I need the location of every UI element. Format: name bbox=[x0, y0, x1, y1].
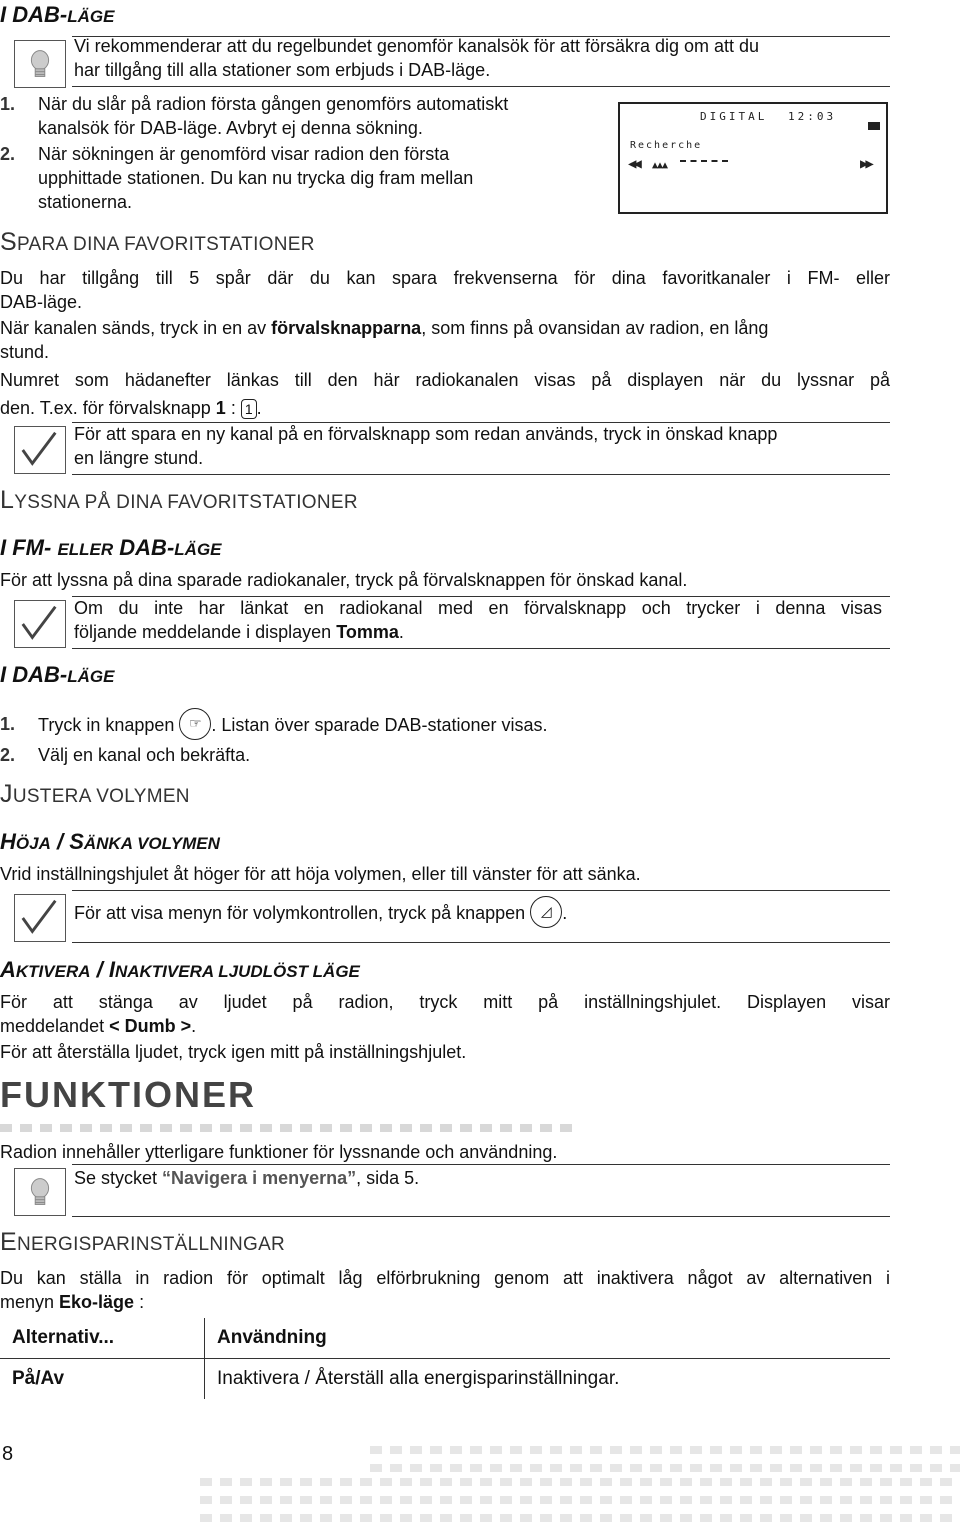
paragraph: den. T.ex. för förvalsknapp 1 : 1 . bbox=[0, 398, 262, 418]
subsection-heading-dab: I DAB-LÄGE bbox=[0, 662, 115, 687]
paragraph: DAB-läge. bbox=[0, 292, 83, 312]
section-heading-lyssna: LYSSNA PÅ DINA FAVORITSTATIONER bbox=[0, 486, 358, 514]
lightbulb-icon bbox=[14, 1168, 66, 1216]
step-number: 2. bbox=[0, 745, 16, 765]
paragraph: Numret som hädanefter länkas till den här radiokanalen visas på displayen när du lyssnar på bbox=[0, 370, 890, 390]
lightbulb-icon bbox=[14, 40, 66, 88]
checkmark-icon bbox=[14, 600, 66, 648]
page-number: 8 bbox=[2, 1443, 14, 1465]
step-number: 2. bbox=[0, 144, 16, 164]
section-heading-energi: ENERGISPARINSTÄLLNINGAR bbox=[0, 1228, 286, 1256]
divider bbox=[72, 1216, 890, 1217]
rewind-icon: ◀◀ bbox=[628, 156, 639, 172]
table-header-row bbox=[0, 1318, 890, 1359]
table-header-cell: Alternativ... bbox=[0, 1318, 205, 1359]
paragraph: meddelandet < Dumb >. bbox=[0, 1016, 197, 1036]
step-text: När sökningen är genomförd visar radion den första upphittade stationen. Du kan nu trycka dig fram mellan stationerna. bbox=[38, 144, 474, 212]
divider bbox=[72, 648, 890, 649]
preset-list-icon: ☞ bbox=[179, 708, 211, 740]
paragraph: För att stänga av ljudet på radion, tryck mitt på inställningshjulet. Displayen visar bbox=[0, 992, 890, 1012]
section-heading-dab: I DAB-LÄGE bbox=[0, 2, 115, 27]
table-cell: Inaktivera / Återställ alla energisparinställningar. bbox=[217, 1368, 620, 1389]
paragraph: Du har tillgång till 5 spår där du kan spara frekvenserna för dina favoritkanaler i FM- eller bbox=[0, 268, 890, 288]
table-cell: På/Av bbox=[0, 1359, 205, 1400]
table-header-cell: Användning bbox=[205, 1318, 891, 1359]
subsection-heading-aktivera: AKTIVERA / INAKTIVERA LJUDLÖST LÄGE bbox=[0, 957, 360, 982]
preset-key-icon: 1 bbox=[241, 399, 257, 419]
note-text: För att visa menyn för volymkontrollen, tryck på knappen ◿ . bbox=[74, 898, 567, 930]
divider bbox=[72, 474, 890, 475]
progress-dashes bbox=[680, 160, 728, 162]
tip-text: Vi rekommenderar att du regelbundet genomför kanalsök för att försäkra dig om att du har tillgång till alla stationer som erbjuds i DAB-läge. bbox=[74, 36, 760, 80]
section-heading-spara: SPARA DINA FAVORITSTATIONER bbox=[0, 228, 315, 256]
options-table bbox=[0, 1318, 890, 1399]
forward-icon: ▶▶ bbox=[860, 156, 871, 172]
display-status: Recherche bbox=[630, 140, 703, 151]
paragraph: För att lyssna på dina sparade radiokanaler, tryck på förvalsknappen för önskad kanal. bbox=[0, 570, 688, 590]
paragraph: Du kan ställa in radion för optimalt låg elförbrukning genom att inaktivera något av alternativen i bbox=[0, 1268, 890, 1288]
checkmark-icon bbox=[14, 894, 66, 942]
display-mode: DIGITAL bbox=[700, 110, 768, 123]
step-text: När du slår på radion första gången genomförs automatiskt kanalsök för DAB-läge. Avbryt ej denna sökning. bbox=[38, 94, 509, 138]
divider bbox=[72, 942, 890, 943]
note-text: För att spara en ny kanal på en förvalsknapp som redan används, tryck in önskad knapp en längre stund. bbox=[74, 424, 778, 468]
divider bbox=[72, 1164, 890, 1165]
checkmark-icon bbox=[14, 426, 66, 474]
tip-text: Se stycket “Navigera i menyerna”, sida 5. bbox=[74, 1168, 420, 1188]
chapter-title: FUNKTIONER bbox=[0, 1074, 256, 1115]
step-text: Välj en kanal och bekräfta. bbox=[38, 745, 251, 765]
signal-bars-icon: ▲▲▲ bbox=[652, 160, 668, 171]
note-text: Om du inte har länkat en radiokanal med en förvalsknapp och trycker i denna visas följande meddelande i displayen Tomma. bbox=[74, 598, 882, 642]
divider bbox=[72, 890, 890, 891]
step-text: Tryck in knappen ☞ . Listan över sparade DAB-stationer visas. bbox=[38, 710, 548, 742]
radio-display bbox=[618, 102, 888, 214]
step-number: 1. bbox=[0, 94, 16, 114]
paragraph: Vrid inställningshjulet åt höger för att höja volymen, eller till vänster för att sänka. bbox=[0, 864, 641, 884]
decorative-pattern bbox=[0, 1124, 575, 1132]
paragraph: stund. bbox=[0, 342, 50, 362]
divider bbox=[72, 86, 890, 87]
paragraph: Radion innehåller ytterligare funktioner för lyssnande och användning. bbox=[0, 1142, 558, 1162]
subsection-heading-hoja: HÖJA / SÄNKA VOLYMEN bbox=[0, 829, 220, 854]
paragraph: menyn Eko-läge : bbox=[0, 1292, 145, 1312]
subsection-heading-fm: I FM- ELLER DAB-LÄGE bbox=[0, 535, 222, 560]
paragraph: För att återställa ljudet, tryck igen mitt på inställningshjulet. bbox=[0, 1042, 467, 1062]
display-time: 12:03 bbox=[788, 110, 837, 123]
step-number: 1. bbox=[0, 714, 16, 734]
paragraph: När kanalen sänds, tryck in en av förvalsknapparna, som finns på ovansidan av radion, en lång bbox=[0, 318, 769, 338]
decorative-pattern bbox=[200, 1446, 960, 1526]
battery-icon bbox=[868, 122, 880, 130]
table-row bbox=[0, 1359, 890, 1400]
section-heading-justera: JUSTERA VOLYMEN bbox=[0, 780, 190, 808]
volume-icon: ◿ bbox=[530, 896, 562, 928]
